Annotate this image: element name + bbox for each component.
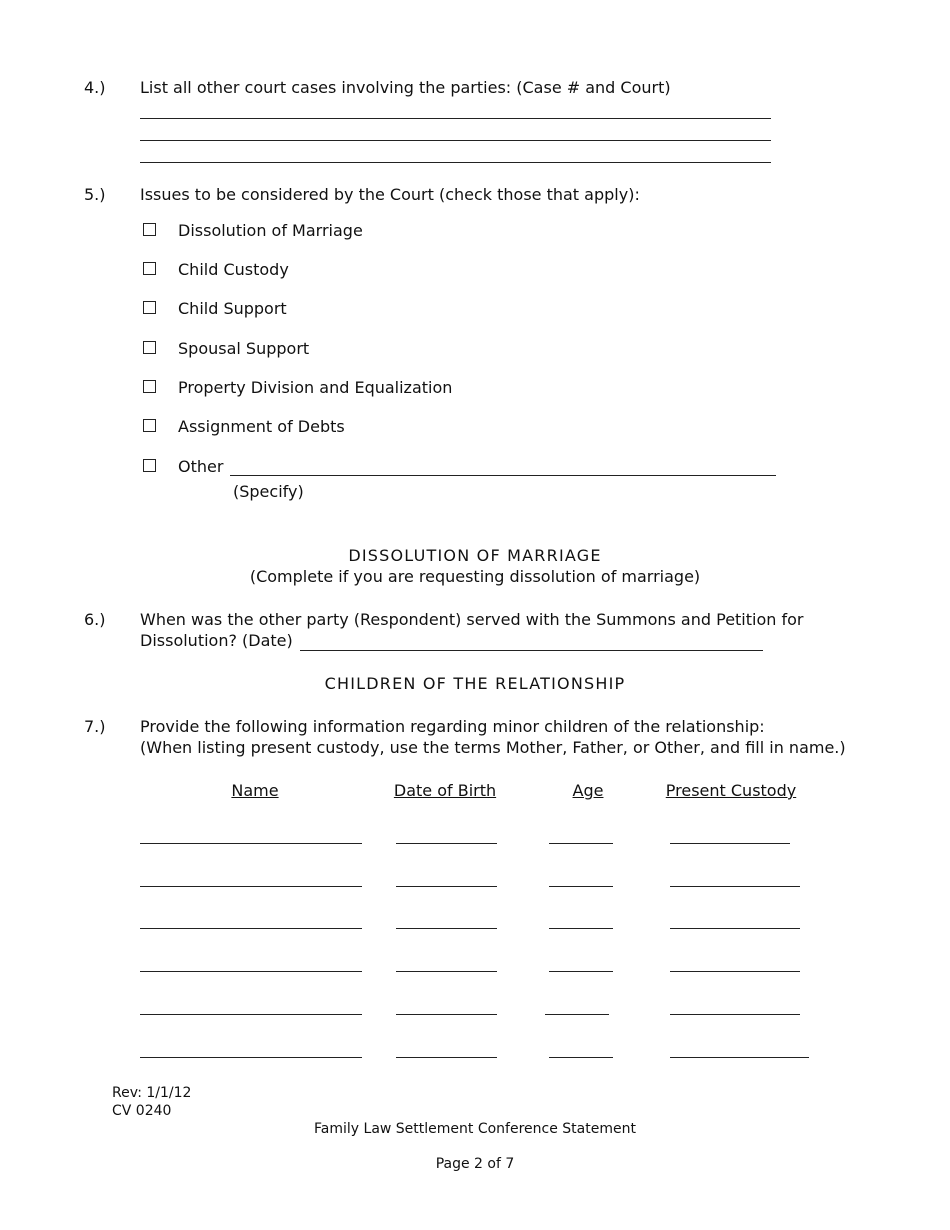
checkbox-other[interactable] [143, 459, 156, 472]
q7-number: 7.) [84, 717, 106, 736]
child-custody-field[interactable] [670, 1014, 800, 1015]
footer-form-code: CV 0240 [112, 1103, 172, 1119]
column-header-name: Name [231, 781, 279, 800]
q4-line-3[interactable] [140, 162, 771, 163]
checkbox-label-other: Other [178, 457, 224, 476]
child-custody-field[interactable] [670, 843, 790, 844]
q7-text-line2: (When listing present custody, use the terms Mother, Father, or Other, and fill in name.) [140, 738, 846, 757]
child-name-field[interactable] [140, 843, 362, 844]
footer-page-number: Page 2 of 7 [435, 1156, 515, 1172]
checkbox-property-division[interactable] [143, 380, 156, 393]
specify-label: (Specify) [233, 482, 304, 501]
child-name-field[interactable] [140, 1057, 362, 1058]
child-age-field[interactable] [549, 843, 613, 844]
q4-text: List all other court cases involving the parties: (Case # and Court) [140, 78, 671, 97]
child-age-field[interactable] [545, 1014, 609, 1015]
child-age-field[interactable] [549, 886, 613, 887]
q7-text-line1: Provide the following information regarding minor children of the relationship: [140, 717, 765, 736]
child-custody-field[interactable] [670, 1057, 809, 1058]
q6-number: 6.) [84, 610, 106, 629]
checkbox-label-child-custody: Child Custody [178, 260, 289, 279]
dissolution-heading: DISSOLUTION OF MARRIAGE [348, 546, 602, 565]
q4-line-1[interactable] [140, 118, 771, 119]
child-dob-field[interactable] [396, 928, 497, 929]
checkbox-label-assignment-of-debts: Assignment of Debts [178, 417, 345, 436]
child-custody-field[interactable] [670, 886, 800, 887]
child-name-field[interactable] [140, 886, 362, 887]
child-custody-field[interactable] [670, 971, 800, 972]
column-header-date-of-birth: Date of Birth [393, 781, 497, 800]
footer-form-title: Family Law Settlement Conference Statement [314, 1121, 636, 1137]
checkbox-dissolution[interactable] [143, 223, 156, 236]
checkbox-label-spousal-support: Spousal Support [178, 339, 310, 358]
footer-rev: Rev: 1/1/12 [112, 1085, 192, 1101]
checkbox-child-custody[interactable] [143, 262, 156, 275]
q6-date-line[interactable] [300, 650, 763, 651]
child-dob-field[interactable] [396, 1014, 497, 1015]
child-name-field[interactable] [140, 1014, 362, 1015]
q4-number: 4.) [84, 78, 106, 97]
child-age-field[interactable] [549, 928, 613, 929]
dissolution-subtitle: (Complete if you are requesting dissolution of marriage) [249, 567, 701, 586]
q6-text-line2: Dissolution? (Date) [140, 631, 293, 650]
child-dob-field[interactable] [396, 1057, 497, 1058]
q6-text-line1: When was the other party (Respondent) served with the Summons and Petition for [140, 610, 804, 629]
child-custody-field[interactable] [670, 928, 800, 929]
other-specify-line[interactable] [230, 475, 776, 476]
q5-text: Issues to be considered by the Court (check those that apply): [140, 185, 640, 204]
child-name-field[interactable] [140, 928, 362, 929]
column-header-present-custody: Present Custody [665, 781, 797, 800]
checkbox-label-property-division: Property Division and Equalization [178, 378, 453, 397]
child-dob-field[interactable] [396, 886, 497, 887]
q4-line-2[interactable] [140, 140, 771, 141]
child-age-field[interactable] [549, 971, 613, 972]
q5-number: 5.) [84, 185, 106, 204]
checkbox-label-dissolution: Dissolution of Marriage [178, 221, 363, 240]
checkbox-assignment-of-debts[interactable] [143, 419, 156, 432]
child-dob-field[interactable] [396, 843, 497, 844]
children-heading: CHILDREN OF THE RELATIONSHIP [324, 674, 626, 693]
child-age-field[interactable] [549, 1057, 613, 1058]
child-name-field[interactable] [140, 971, 362, 972]
checkbox-child-support[interactable] [143, 301, 156, 314]
checkbox-spousal-support[interactable] [143, 341, 156, 354]
column-header-age: Age [572, 781, 604, 800]
checkbox-label-child-support: Child Support [178, 299, 287, 318]
child-dob-field[interactable] [396, 971, 497, 972]
